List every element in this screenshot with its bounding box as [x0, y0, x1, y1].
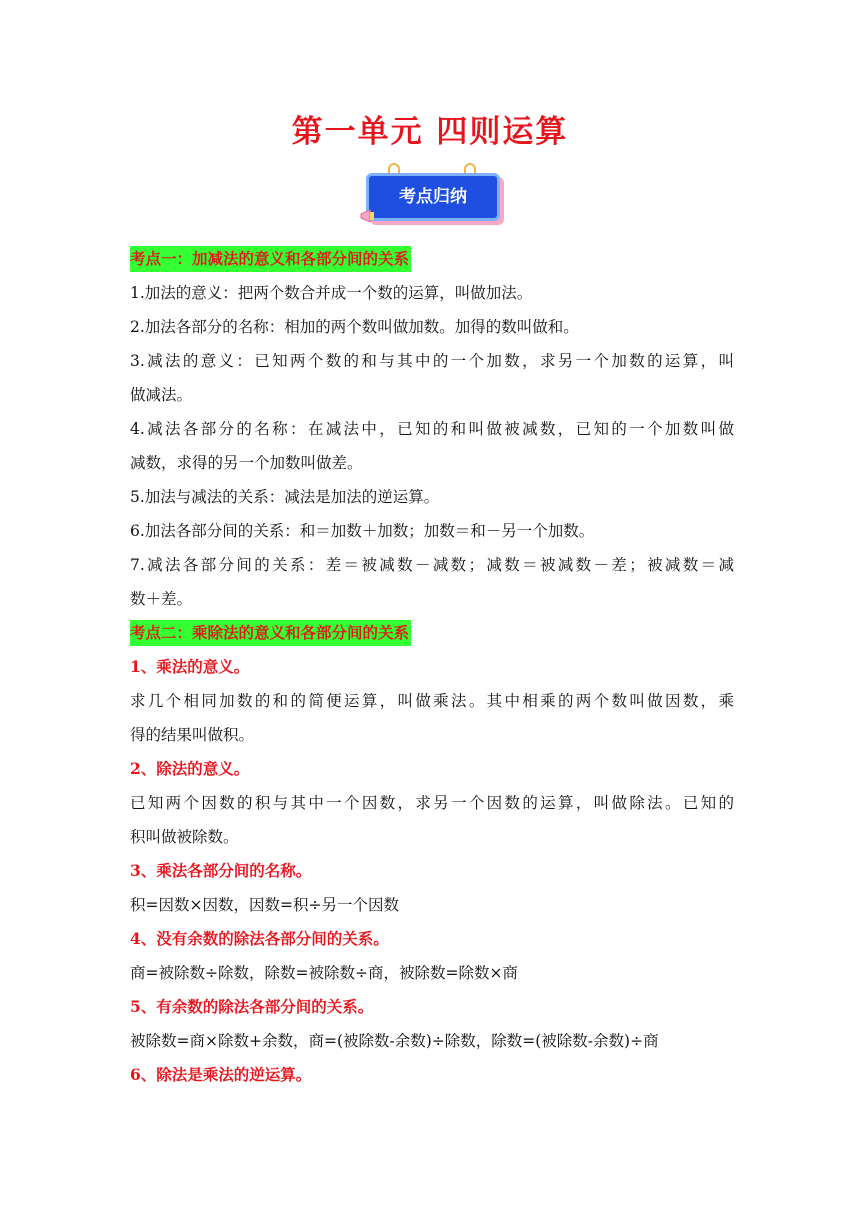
- text-line: 商=被除数÷除数，除数=被除数÷商，被除数=除数×商: [130, 964, 518, 982]
- item-title: 3、乘法各部分间的名称。: [130, 861, 312, 880]
- text-line: 数＋差。: [130, 590, 193, 608]
- text-line: 得的结果叫做积。: [130, 726, 255, 744]
- badge-label: 考点归纳: [366, 173, 500, 221]
- text-line: 6.加法各部分间的关系：和＝加数＋加数；加数＝和－另一个加数。: [130, 522, 595, 540]
- section-badge: [358, 163, 504, 229]
- text-line: 已知两个因数的积与其中一个因数，求另一个因数的运算，叫做除法。已知的: [130, 794, 734, 812]
- document-body: [130, 242, 734, 1092]
- text-line: 被除数=商×除数+余数，商=(被除数-余数)÷除数，除数=(被除数-余数)÷商: [130, 1032, 659, 1050]
- text-line: 1.加法的意义：把两个数合并成一个数的运算，叫做加法。: [130, 284, 533, 302]
- item-title: 5、有余数的除法各部分间的关系。: [130, 997, 374, 1016]
- text-line: 4.减法各部分的名称：在减法中，已知的和叫做被减数，已知的一个加数叫做: [130, 420, 734, 438]
- text-line: 5.加法与减法的关系：减法是加法的逆运算。: [130, 488, 440, 506]
- page-title: 第一单元 四则运算: [291, 114, 569, 150]
- item-title: 1、乘法的意义。: [130, 657, 250, 676]
- section-heading: 考点二：乘除法的意义和各部分间的关系: [130, 616, 734, 650]
- text-line: 3.减法的意义：已知两个数的和与其中的一个加数，求另一个加数的运算，叫: [130, 352, 734, 370]
- text-line: 积叫做被除数。: [130, 828, 239, 846]
- text-line: 减数，求得的另一个加数叫做差。: [130, 454, 363, 472]
- item-title: 4、没有余数的除法各部分间的关系。: [130, 929, 389, 948]
- item-title: 6、除法是乘法的逆运算。: [130, 1065, 312, 1084]
- section-heading: 考点一：加减法的意义和各部分间的关系: [130, 242, 734, 276]
- text-line: 做减法。: [130, 386, 193, 404]
- text-line: 7.减法各部分间的关系：差＝被减数－减数；减数＝被减数－差；被减数＝减: [130, 556, 734, 574]
- text-line: 2.加法各部分的名称：相加的两个数叫做加数。加得的数叫做和。: [130, 318, 579, 336]
- text-line: 求几个相同加数的和的简便运算，叫做乘法。其中相乘的两个数叫做因数，乘: [130, 692, 734, 710]
- item-title: 2、除法的意义。: [130, 759, 250, 778]
- text-line: 积=因数×因数，因数=积÷另一个因数: [130, 896, 399, 914]
- megaphone-icon: [358, 205, 380, 227]
